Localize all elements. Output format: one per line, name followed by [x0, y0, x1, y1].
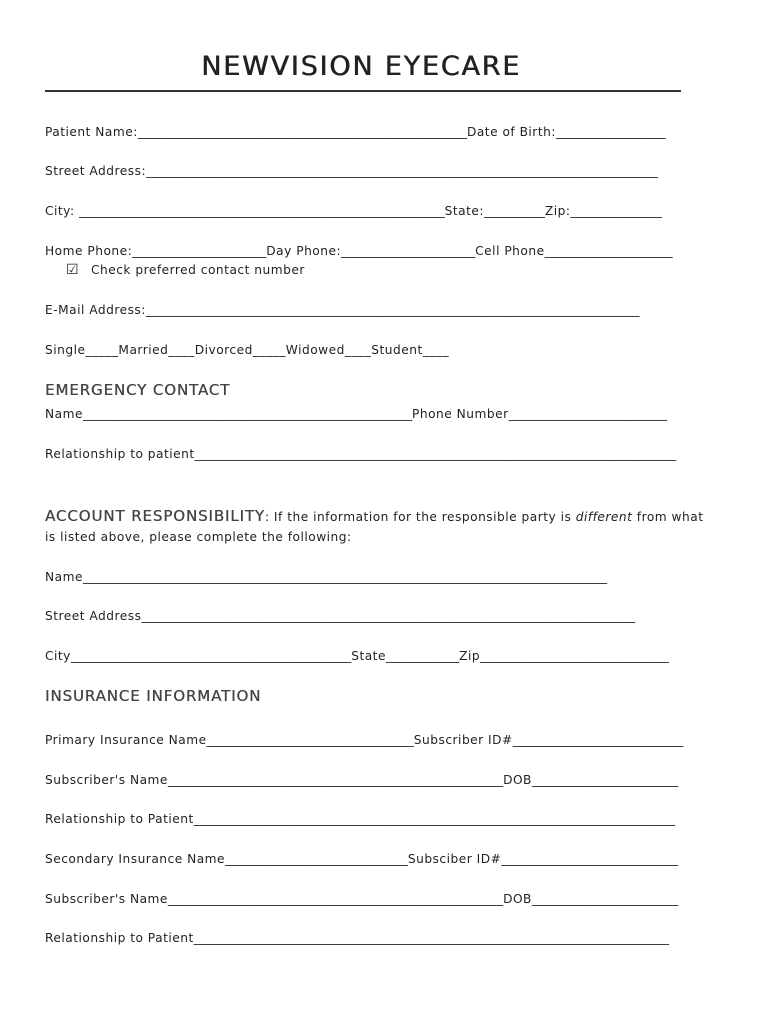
account-intro-text: : If the information for the responsible party is [264, 510, 576, 524]
city-field[interactable]: ____________________________________________________________ [78, 204, 445, 218]
primary-insurance-field[interactable]: __________________________________ [206, 733, 414, 747]
email-field[interactable]: _________________________________________________________________________________ [145, 303, 640, 317]
emergency-relationship-field[interactable]: _______________________________________________________________________________ [194, 447, 677, 461]
primary-subscriber-id-label: Subscriber ID# [413, 733, 513, 747]
emergency-relationship-row [45, 446, 676, 462]
account-street-field[interactable]: _________________________________________________________________________________ [141, 609, 636, 623]
check-icon[interactable]: ☑ [66, 262, 79, 278]
zip-label: Zip: [544, 204, 571, 218]
secondary-relationship-row [45, 930, 669, 946]
form-title: NEWVISION EYECARE [201, 51, 521, 82]
secondary-relationship-label: Relationship to Patient [45, 931, 194, 945]
secondary-dob-label: DOB [503, 892, 532, 906]
dob-label: Date of Birth: [466, 125, 556, 139]
day-phone-label: Day Phone: [266, 244, 342, 258]
account-street-row [45, 608, 635, 624]
email-row [45, 302, 639, 318]
secondary-relationship-field[interactable]: ______________________________________________________________________________ [193, 931, 670, 945]
cell-phone-field[interactable]: _____________________ [544, 244, 673, 258]
primary-subscriber-name-field[interactable]: _______________________________________________________ [167, 773, 504, 787]
secondary-subscriber-id-label: Subsciber ID# [407, 852, 502, 866]
street-address-field[interactable]: ____________________________________________________________________________________ [146, 164, 658, 178]
home-phone-field[interactable]: ______________________ [132, 244, 267, 258]
emergency-name-label: Name [45, 407, 83, 421]
state-field[interactable]: __________ [483, 204, 545, 218]
account-name-field[interactable]: ______________________________________________________________________________________ [82, 570, 608, 584]
state-label: State: [444, 204, 484, 218]
account-responsibility-heading: ACCOUNT RESPONSIBILITY [45, 507, 265, 525]
emergency-name-row [45, 406, 667, 422]
account-state-label: State [351, 649, 386, 663]
account-intro-emphasis: different [575, 510, 633, 524]
patient-name-row [45, 124, 666, 140]
primary-subscriber-name-label: Subscriber's Name [45, 773, 168, 787]
account-city-field[interactable]: ______________________________________________ [70, 649, 352, 663]
primary-relationship-row [45, 811, 675, 827]
primary-dob-label: DOB [503, 773, 532, 787]
account-city-label: City [45, 649, 71, 663]
account-state-field[interactable]: ____________ [385, 649, 460, 663]
account-intro-line2: is listed above, please complete the following: [45, 530, 352, 544]
emergency-phone-label: Phone Number [412, 407, 509, 421]
preferred-contact-note: Check preferred contact number [91, 263, 305, 277]
primary-subscriber-row [45, 772, 678, 788]
patient-name-field[interactable]: ______________________________________________________ [137, 125, 467, 139]
emergency-relationship-label: Relationship to patient [45, 447, 195, 461]
secondary-subscriber-name-field[interactable]: _______________________________________________________ [167, 892, 504, 906]
dob-field[interactable]: __________________ [555, 125, 666, 139]
secondary-insurance-field[interactable]: ______________________________ [225, 852, 408, 866]
zip-field[interactable]: _______________ [570, 204, 662, 218]
account-zip-field[interactable]: _______________________________ [480, 649, 669, 663]
account-city-row [45, 648, 669, 664]
city-label: City: [45, 204, 79, 218]
account-responsibility-intro [45, 506, 704, 526]
account-name-label: Name [45, 570, 83, 584]
title-divider [45, 90, 681, 92]
account-intro-text-end: from what [632, 510, 704, 524]
secondary-subscriber-row [45, 891, 678, 907]
home-phone-label: Home Phone: [45, 244, 133, 258]
secondary-subscriber-name-label: Subscriber's Name [45, 892, 168, 906]
phone-row [45, 243, 673, 259]
street-address-row [45, 163, 658, 179]
street-address-label: Street Address: [45, 164, 147, 178]
emergency-phone-field[interactable]: __________________________ [508, 407, 668, 421]
emergency-name-field[interactable]: ______________________________________________________ [82, 407, 413, 421]
account-zip-label: Zip [459, 649, 481, 663]
primary-insurance-row [45, 732, 683, 748]
secondary-insurance-label: Secondary Insurance Name [45, 852, 226, 866]
primary-dob-field[interactable]: ________________________ [531, 773, 679, 787]
patient-name-label: Patient Name: [45, 125, 138, 139]
account-street-label: Street Address [45, 609, 142, 623]
insurance-heading: INSURANCE INFORMATION [45, 687, 262, 705]
primary-relationship-label: Relationship to Patient [45, 812, 194, 826]
primary-insurance-label: Primary Insurance Name [45, 733, 207, 747]
secondary-subscriber-id-field[interactable]: _____________________________ [501, 852, 679, 866]
primary-subscriber-id-field[interactable]: ____________________________ [512, 733, 684, 747]
primary-relationship-field[interactable]: _______________________________________________________________________________ [193, 812, 676, 826]
email-label: E-Mail Address: [45, 303, 146, 317]
city-state-zip-row [45, 203, 662, 219]
emergency-contact-heading: EMERGENCY CONTACT [45, 381, 231, 399]
secondary-insurance-row [45, 851, 678, 867]
day-phone-field[interactable]: ______________________ [341, 244, 476, 258]
account-name-row [45, 569, 607, 585]
marital-status-row[interactable]: Single_____Married____Divorced_____Widowed____Student____ [45, 343, 450, 357]
secondary-dob-field[interactable]: ________________________ [531, 892, 679, 906]
cell-phone-label: Cell Phone [475, 244, 545, 258]
